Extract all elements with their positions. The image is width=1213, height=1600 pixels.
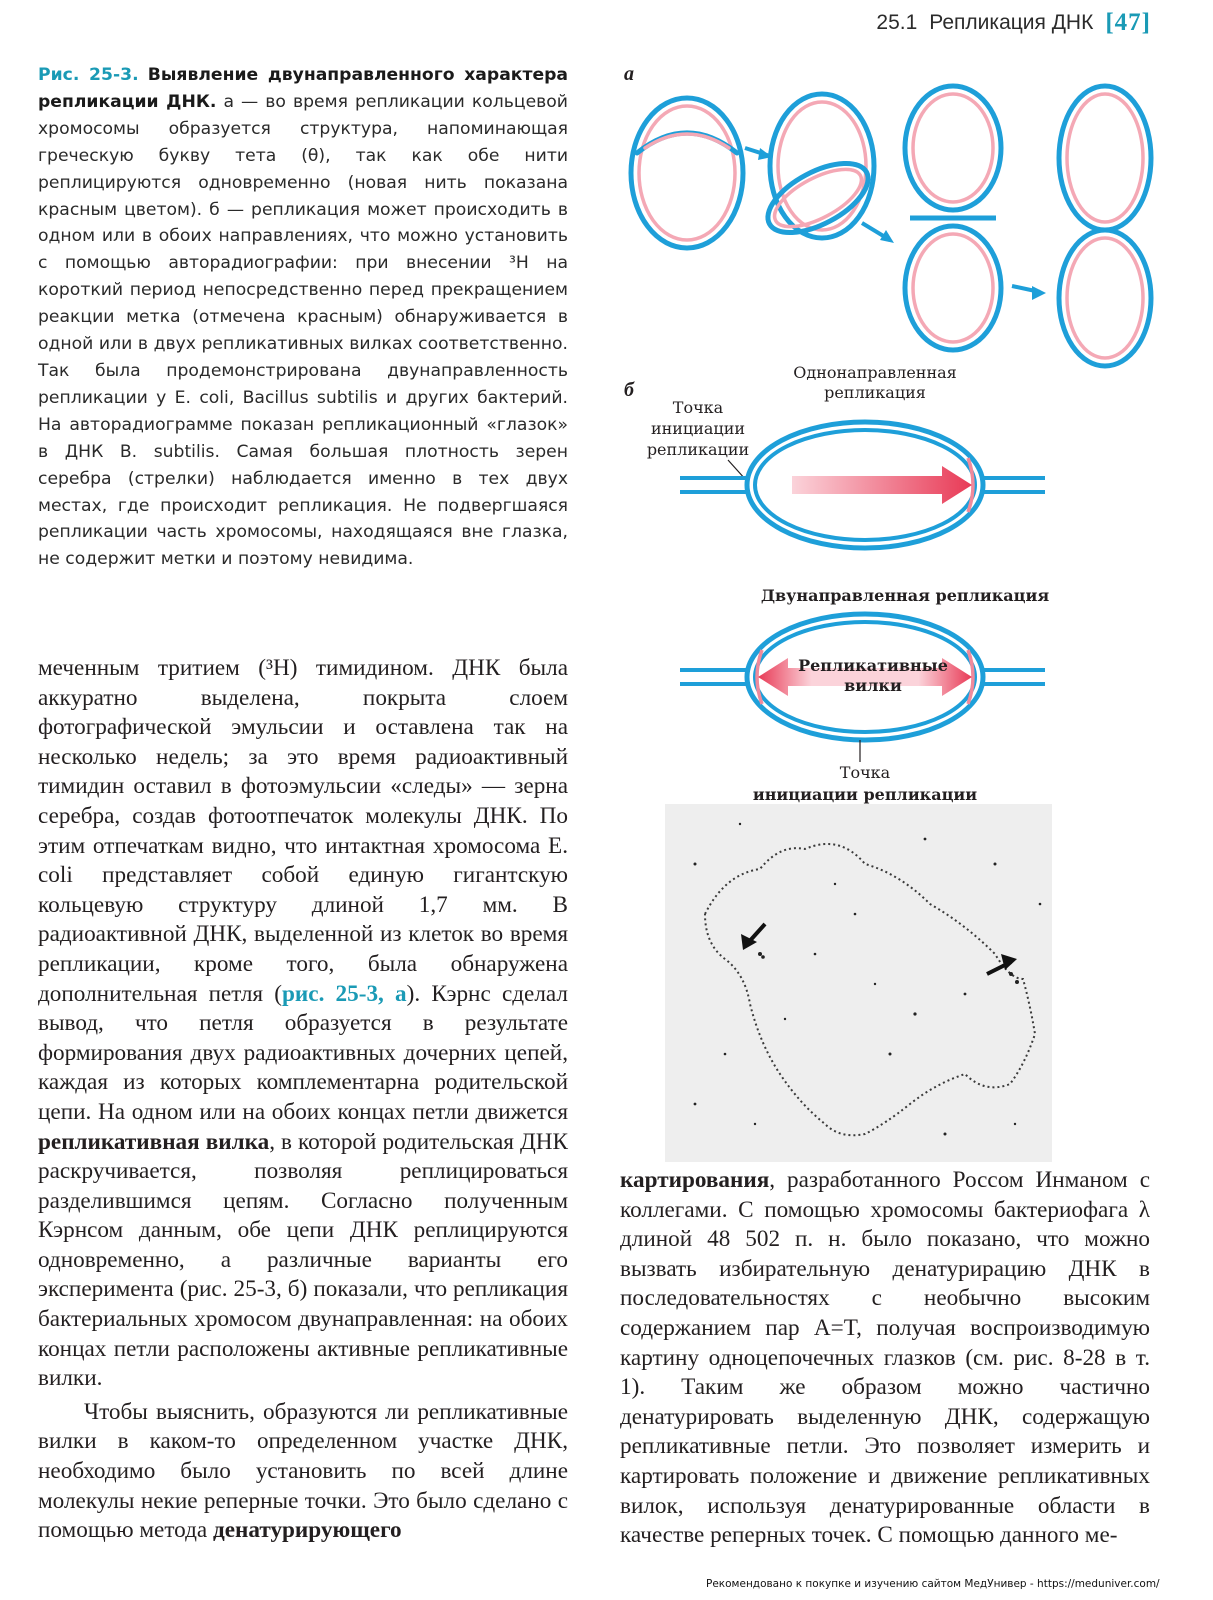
dividing-chromosome-1 bbox=[905, 86, 1001, 350]
theta-structure-1 bbox=[631, 98, 743, 248]
forks-label-2: вилки bbox=[844, 676, 902, 695]
origin-label-1b: инициации bbox=[650, 419, 746, 438]
forks-label-1: Репликативные bbox=[798, 656, 948, 675]
figure-reference-link[interactable]: рис. 25-3, а bbox=[282, 980, 407, 1007]
unidirectional-title-2: репликация bbox=[824, 383, 926, 402]
paragraph-1-text-c: , в которой родительская ДНК раскручивается, позволяя реплицироваться разделившимся цепям. Согласно полученным Кэрнсом данным, обе цепи ДНК реплицируются одновременно, а различные варианты его эксперимента (рис. 25-3, б) показали, что репликация бактериальных хромосом двунаправленная: на обоих концах петли расположены активные репликативные вилки. bbox=[38, 1128, 568, 1392]
replication-figure bbox=[600, 58, 1210, 808]
term-mapping: картирования bbox=[620, 1167, 770, 1193]
replication-diagram bbox=[600, 58, 1210, 808]
panel-a-label: а bbox=[624, 63, 634, 85]
figure-caption bbox=[38, 62, 568, 573]
paragraph-2-text: Чтобы выяснить, образуются ли репликативные вилки в каком-то определенном участке ДНК, необходимо было установить по всей длине молекулы некие реперные точки. Это было сделано с помощью метода bbox=[38, 1398, 568, 1544]
paragraph-3-text: , разработанного Россом Инманом с коллегами. С помощью хромосомы бактериофага λ длиной 48 502 п. н. было показано, что можно вызвать избирательную денатурирацию ДНК в последовательностях с необычно высоким содержанием пар A=T, получая воспроизводимую картину одноцепочечных глазков (см. рис. 8-28 в т. 1). Таким же образом можно частично денатурировать выделенную ДНК, содержащую репликативные петли. Это позволяет измерить и картировать положение и движение репликативных вилок, используя денатурированные области в качестве реперных точек. С помощью данного ме- bbox=[620, 1167, 1150, 1549]
footer-note: Рекомендовано к покупке и изучению сайтом МедУнивер - https://meduniver.com/ bbox=[706, 1578, 1160, 1590]
term-denaturing: денатурирующего bbox=[212, 1517, 402, 1544]
paragraph-1-text-a: меченным тритием (³H) тимидином. ДНК была аккуратно выделена, покрыта слоем фотографической эмульсии и оставлена так на несколько недель; за это время радиоактивный тимидин оставил в фотоэмульсии «следы» — зерна серебра, создав фотоотпечаток молекулы ДНК. По этим отпечаткам видно, что интактная хромосома E. coli представляет собой единую гигантскую кольцевую структуру длиной 1,7 мм. В радиоактивной ДНК, выделенной из клеток во время репликации, кроме того, была обнаружена дополнительная петля ( bbox=[38, 655, 568, 1007]
unidirectional-title-1: Однонаправленная bbox=[793, 363, 957, 382]
autoradiogram-drawing bbox=[665, 804, 1052, 1162]
step-arrow-3-head bbox=[1032, 286, 1046, 300]
right-column-text bbox=[620, 1166, 1150, 1551]
theta-structure-2 bbox=[757, 94, 879, 247]
autoradiogram-image bbox=[665, 804, 1052, 1162]
section-title: Репликация ДНК bbox=[929, 11, 1094, 34]
page-number: [47] bbox=[1105, 9, 1151, 36]
origin-label-2b: инициации репликации bbox=[752, 785, 978, 804]
origin-label-1c: репликации bbox=[646, 440, 750, 459]
caption-title: Выявление двунаправленного характера репликации ДНК. bbox=[38, 65, 568, 112]
daughter-chromosomes bbox=[1059, 86, 1151, 366]
running-header bbox=[876, 6, 1151, 40]
unidirectional-fork-arrow bbox=[792, 466, 972, 504]
paragraph-1-text-b: ). Кэрнс сделал вывод, что петля образуется в результате формирования двух радиоактивных дочерних цепей, каждая из которых комплементарна родительской цепи. На одном или на обоих концах петли движется bbox=[38, 980, 568, 1125]
paragraph-3 bbox=[620, 1166, 1150, 1551]
origin-label-1a: Точка bbox=[672, 398, 724, 417]
left-column-text bbox=[38, 654, 568, 1546]
panel-b-label: б bbox=[624, 379, 634, 401]
section-number: 25.1 bbox=[876, 11, 918, 34]
origin-label-2a: Точка bbox=[839, 763, 891, 782]
caption-text: а — во время репликации кольцевой хромосомы образуется структура, напоминающая греческую букву тета (θ), так как обе нити реплицируются одновременно (новая нить показана красным цветом). б — репликация может происходить в одном или в обоих направлениях, что можно установить с помощью авторадиографии: при внесении ³H на короткий период непосредственно перед прекращением реакции метка (отмечена красным) обнаруживается в одной или в двух репликативных вилках соответственно. Так была продемонстрирована двунаправленность репликации у E. coli, Bacillus subtilis и других бактерий. На авторадиограмме показан репликационный «глазок» в ДНК B. subtilis. Самая большая плотность зерен серебра (стрелки) наблюдается именно в тех двух местах, где происходит репликация. Не подвергшаяся репликации часть хромосомы, находящаяся вне глазка, не содержит метки и поэтому невидима. bbox=[38, 91, 568, 570]
term-replication-fork: репликативная вилка bbox=[38, 1128, 270, 1155]
bidirectional-title: Двунаправленная репликация bbox=[760, 586, 1050, 605]
caption-figure-label: Рис. 25-3. bbox=[38, 65, 139, 85]
paragraph-2 bbox=[38, 1398, 568, 1546]
paragraph-1 bbox=[38, 654, 568, 1394]
